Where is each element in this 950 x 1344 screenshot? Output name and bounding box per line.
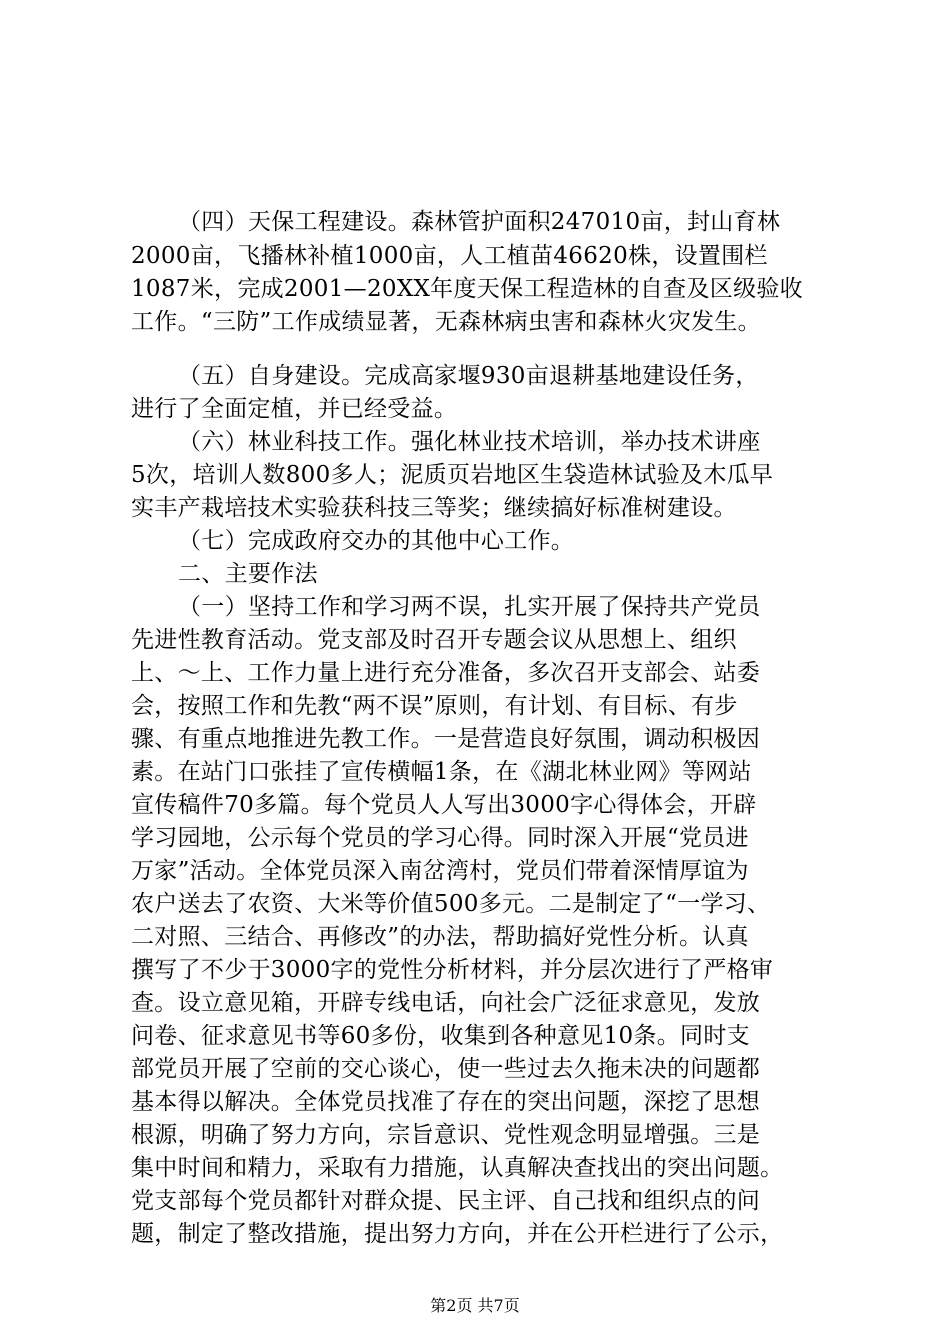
text-line: 基本得以解决。全体党员找准了存在的突出问题，深挖了思想	[131, 1089, 761, 1115]
text-line: 进行了全面定植，并已经受益。	[131, 396, 458, 422]
text-line: 1087米，完成2001—20XX年度天保工程造林的自查及区级验收	[131, 276, 803, 302]
text-line: 农户送去了农资、大米等价值500多元。二是制定了“一学习、	[131, 891, 771, 917]
section-heading: 二、主要作法	[178, 561, 318, 587]
text-line: 先进性教育活动。党支部及时召开专题会议从思想上、组织	[131, 627, 737, 653]
text-line: 问卷、征求意见书等60多份，收集到各种意见10条。同时支	[131, 1023, 750, 1049]
text-line: （一）坚持工作和学习两不误，扎实开展了保持共产党员	[178, 594, 761, 620]
text-line: 2000亩，飞播林补植1000亩，人工植苗46620株，设置围栏	[131, 243, 768, 269]
text-line: （五）自身建设。完成高家堰930亩退耕基地建设任务，	[178, 363, 759, 389]
text-line: 上、～上、工作力量上进行充分准备，多次召开支部会、站委	[131, 660, 761, 686]
page-footer: 第2页 共7页	[430, 1296, 520, 1315]
text-line: 撰写了不少于3000字的党性分析材料，并分层次进行了严格审	[131, 957, 774, 983]
text-line: 集中时间和精力，采取有力措施，认真解决查找出的突出问题。	[131, 1155, 784, 1181]
text-line: 5次，培训人数800多人；泥质页岩地区生袋造林试验及木瓜早	[131, 462, 774, 488]
text-line: 实丰产栽培技术实验获科技三等奖；继续搞好标准树建设。	[131, 495, 737, 521]
text-line: （四）天保工程建设。森林管护面积247010亩，封山育林	[178, 209, 781, 235]
text-line: （七）完成政府交办的其他中心工作。	[178, 528, 575, 554]
text-line: 工作。“三防”工作成绩显著，无森林病虫害和森林火灾发生。	[131, 309, 761, 335]
text-line: 部党员开展了空前的交心谈心，使一些过去久拖未决的问题都	[131, 1056, 761, 1082]
text-line: 骤、有重点地推进先教工作。一是营造良好氛围，调动积极因	[131, 726, 761, 752]
text-line: 素。在站门口张挂了宣传横幅1条，在《湖北林业网》等网站	[131, 759, 752, 785]
text-line: 宣传稿件70多篇。每个党员人人写出3000字心得体会，开辟	[131, 792, 757, 818]
text-line: 万家”活动。全体党员深入南岔湾村，党员们带着深情厚谊为	[131, 858, 749, 884]
text-line: 会，按照工作和先教“两不误”原则，有计划、有目标、有步	[131, 693, 738, 719]
text-line: 根源，明确了努力方向，宗旨意识、党性观念明显增强。三是	[131, 1122, 761, 1148]
text-line: 二对照、三结合、再修改”的办法，帮助搞好党性分析。认真	[131, 924, 749, 950]
text-line: （六）林业科技工作。强化林业技术培训，举办技术讲座	[178, 429, 761, 455]
text-line: 党支部每个党员都针对群众提、民主评、自己找和组织点的问	[131, 1188, 761, 1214]
text-line: 学习园地，公示每个党员的学习心得。同时深入开展“党员进	[131, 825, 749, 851]
text-line: 查。设立意见箱，开辟专线电话，向社会广泛征求意见，发放	[131, 990, 761, 1016]
text-line: 题，制定了整改措施，提出努力方向，并在公开栏进行了公示，	[131, 1221, 784, 1247]
